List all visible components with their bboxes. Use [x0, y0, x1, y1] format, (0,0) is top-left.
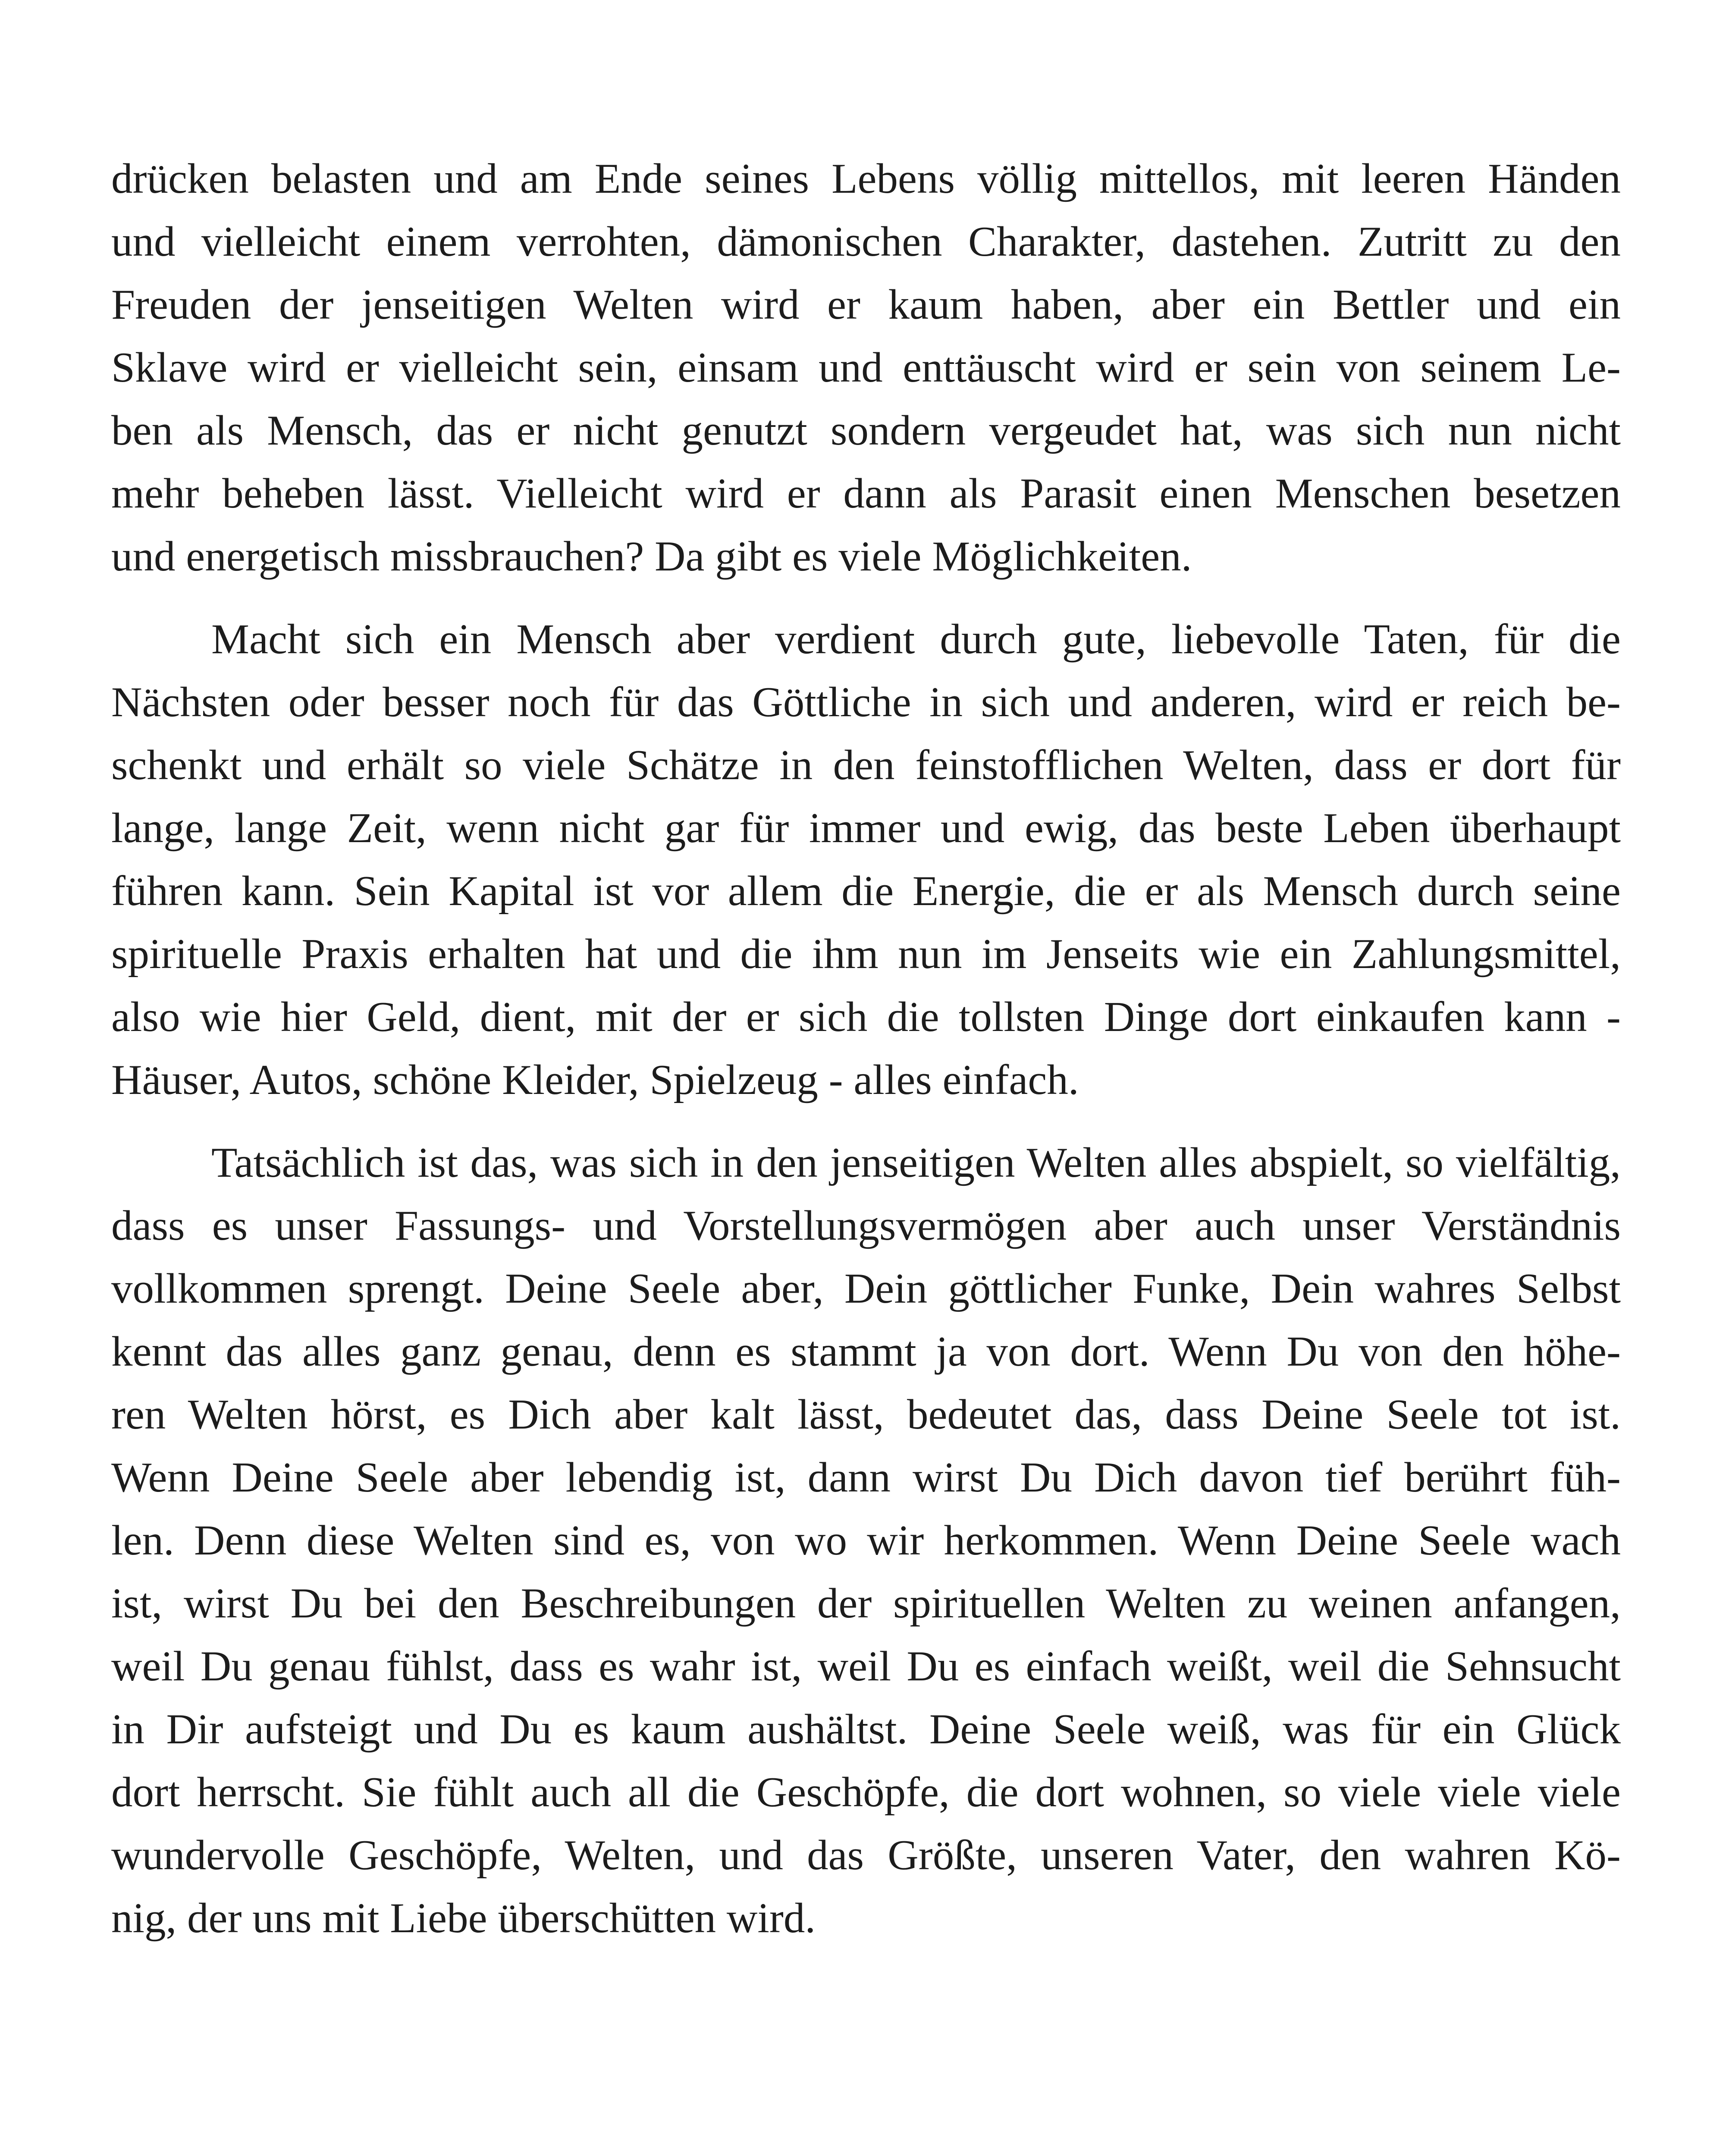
body-text: [111, 147, 1621, 1950]
text-line: Tatsächlich ist das, was sich in den jenseitigen Welten alles abspielt, so vielfältig,: [211, 1139, 1621, 1186]
text-line: Freuden der jenseitigen Welten wird er kaum haben, aber ein Bettler und ein: [111, 281, 1621, 328]
text-line: drücken belasten und am Ende seines Lebens völlig mittellos, mit leeren Händen: [111, 155, 1621, 202]
text-line: dass es unser Fassungs- und Vorstellungsvermögen aber auch unser Verständnis: [111, 1202, 1621, 1249]
text-line: len. Denn diese Welten sind es, von wo wir herkommen. Wenn Deine Seele wach: [111, 1517, 1621, 1564]
text-line: ist, wirst Du bei den Beschreibungen der spirituellen Welten zu weinen anfangen,: [111, 1580, 1621, 1627]
text-line: vollkommen sprengt. Deine Seele aber, Dein göttlicher Funke, Dein wahres Selbst: [111, 1265, 1621, 1312]
text-line: Wenn Deine Seele aber lebendig ist, dann wirst Du Dich davon tief berührt füh-: [111, 1454, 1621, 1501]
text-line: ren Welten hörst, es Dich aber kalt lässt, bedeutet das, dass Deine Seele tot ist.: [111, 1391, 1621, 1438]
paragraph-spacer: [111, 588, 1621, 608]
text-line: und energetisch missbrauchen? Da gibt es viele Möglichkeiten.: [111, 533, 1192, 580]
text-line: dort herrscht. Sie fühlt auch all die Geschöpfe, die dort wohnen, so viele viele viele: [111, 1769, 1621, 1816]
text-line: kennt das alles ganz genau, denn es stammt ja von dort. Wenn Du von den höhe-: [111, 1328, 1621, 1375]
text-line: mehr beheben lässt. Vielleicht wird er dann als Parasit einen Menschen besetzen: [111, 470, 1621, 517]
text-line: Nächsten oder besser noch für das Göttliche in sich und anderen, wird er reich be-: [111, 679, 1621, 726]
text-line: ben als Mensch, das er nicht genutzt sondern vergeudet hat, was sich nun nicht: [111, 407, 1621, 454]
paragraph-spacer: [111, 1112, 1621, 1131]
text-line: und vielleicht einem verrohten, dämonischen Charakter, dastehen. Zutritt zu den: [111, 218, 1621, 265]
text-line: schenkt und erhält so viele Schätze in den feinstofflichen Welten, dass er dort für: [111, 742, 1621, 789]
text-line: nig, der uns mit Liebe überschütten wird.: [111, 1895, 816, 1942]
text-line: wundervolle Geschöpfe, Welten, und das Größte, unseren Vater, den wahren Kö-: [111, 1832, 1621, 1879]
text-line: Sklave wird er vielleicht sein, einsam und enttäuscht wird er sein von seinem Le-: [111, 344, 1621, 391]
paragraph-3: [111, 1131, 1621, 1950]
text-line: Macht sich ein Mensch aber verdient durch gute, liebevolle Taten, für die: [211, 616, 1621, 663]
text-line: in Dir aufsteigt und Du es kaum aushältst. Deine Seele weiß, was für ein Glück: [111, 1706, 1621, 1753]
text-line: spirituelle Praxis erhalten hat und die ihm nun im Jenseits wie ein Zahlungsmittel,: [111, 931, 1621, 978]
text-line: also wie hier Geld, dient, mit der er sich die tollsten Dinge dort einkaufen kann -: [111, 993, 1621, 1040]
text-line: weil Du genau fühlst, dass es wahr ist, weil Du es einfach weißt, weil die Sehnsucht: [111, 1643, 1621, 1690]
paragraph-2: [111, 608, 1621, 1112]
text-line: Häuser, Autos, schöne Kleider, Spielzeug - alles einfach.: [111, 1056, 1079, 1103]
text-line: lange, lange Zeit, wenn nicht gar für immer und ewig, das beste Leben überhaupt: [111, 805, 1621, 852]
text-line: führen kann. Sein Kapital ist vor allem die Energie, die er als Mensch durch seine: [111, 868, 1621, 915]
paragraph-1: [111, 147, 1621, 588]
